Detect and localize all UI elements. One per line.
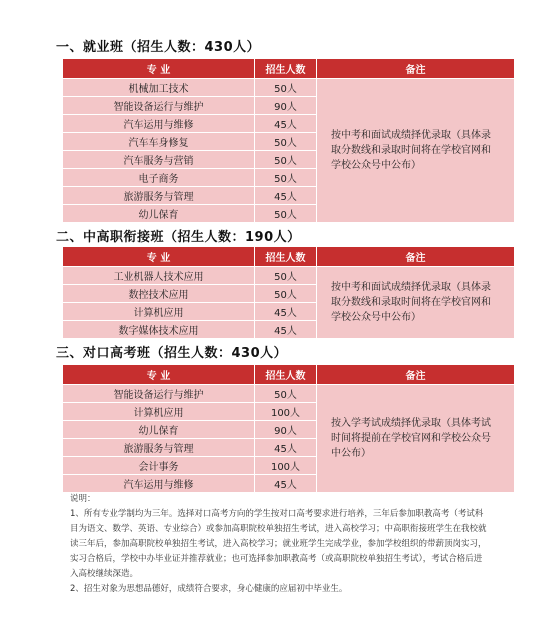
quota-cell: 45人 [255, 187, 317, 205]
notes-heading: 说明： [70, 494, 96, 504]
quota-cell: 90人 [255, 421, 317, 439]
major-cell: 机械加工技术 [63, 79, 255, 97]
quota-cell: 50人 [255, 133, 317, 151]
major-cell: 汽车运用与维修 [63, 115, 255, 133]
table-bridge [62, 246, 515, 339]
major-cell: 会计事务 [63, 457, 255, 475]
note-cell: 按入学考试成绩择优录取（具体考试时间将提前在学校官网和学校公众号中公布） [317, 385, 515, 493]
table-row [63, 267, 515, 285]
quota-cell: 45人 [255, 321, 317, 339]
header-quota: 招生人数 [255, 59, 317, 79]
quota-cell: 50人 [255, 151, 317, 169]
major-cell: 旅游服务与管理 [63, 439, 255, 457]
quota-cell: 50人 [255, 285, 317, 303]
table-header-row [63, 365, 515, 385]
major-cell: 计算机应用 [63, 303, 255, 321]
quota-cell: 100人 [255, 457, 317, 475]
major-cell: 旅游服务与管理 [63, 187, 255, 205]
table-header-row [63, 59, 515, 79]
major-cell: 汽车服务与营销 [63, 151, 255, 169]
quota-cell: 45人 [255, 303, 317, 321]
table-row [63, 385, 515, 403]
table-employment [62, 58, 515, 223]
major-cell: 数控技术应用 [63, 285, 255, 303]
quota-cell: 50人 [255, 385, 317, 403]
header-note: 备注 [317, 247, 515, 267]
quota-cell: 50人 [255, 169, 317, 187]
header-major: 专 业 [63, 247, 255, 267]
header-note: 备注 [317, 365, 515, 385]
header-major: 专 业 [63, 59, 255, 79]
major-cell: 幼儿保育 [63, 205, 255, 223]
table-row [63, 79, 515, 97]
quota-cell: 100人 [255, 403, 317, 421]
quota-cell: 45人 [255, 439, 317, 457]
quota-cell: 50人 [255, 79, 317, 97]
major-cell: 智能设备运行与维护 [63, 385, 255, 403]
major-cell: 幼儿保育 [63, 421, 255, 439]
section-title-employment: 一、就业班（招生人数：430人） [56, 40, 261, 55]
header-major: 专 业 [63, 365, 255, 385]
note-cell: 按中考和面试成绩择优录取（具体录取分数线和录取时间将在学校官网和学校公众号中公布） [317, 79, 515, 223]
notes-item-2: 2、招生对象为思想品德好，成绩符合要求，身心健康的应届初中毕业生。 [70, 584, 348, 594]
quota-cell: 50人 [255, 267, 317, 285]
notes-block [70, 492, 490, 597]
quota-cell: 90人 [255, 97, 317, 115]
quota-cell: 50人 [255, 205, 317, 223]
table-exam [62, 364, 515, 493]
major-cell: 汽车运用与维修 [63, 475, 255, 493]
section-title-exam: 三、对口高考班（招生人数：430人） [56, 346, 288, 361]
table-header-row [63, 247, 515, 267]
note-cell: 按中考和面试成绩择优录取（具体录取分数线和录取时间将在学校官网和学校公众号中公布） [317, 267, 515, 339]
quota-cell: 45人 [255, 115, 317, 133]
major-cell: 计算机应用 [63, 403, 255, 421]
major-cell: 数字媒体技术应用 [63, 321, 255, 339]
header-note: 备注 [317, 59, 515, 79]
header-quota: 招生人数 [255, 247, 317, 267]
header-quota: 招生人数 [255, 365, 317, 385]
notes-item-1: 1、所有专业学制均为三年。选择对口高考方向的学生按对口高考要求进行培养，三年后参加职教高考（考试科目为语文、数学、英语、专业综合）或参加高职院校单独招生考试，进入高校学习；中高职衔接班学生在我校就读三年后，参加高职院校单独招生考试，进入高校学习；就业班学生完成学业，参加学校组织的带薪顶岗实习，实习合格后，学校中办毕业证并推荐就业；也可选择参加职教高考（或高职院校单独招生考试），考试合格后进入高校继续深造。 [70, 509, 487, 579]
major-cell: 工业机器人技术应用 [63, 267, 255, 285]
section-title-bridge: 二、中高职衔接班（招生人数：190人） [56, 230, 301, 245]
quota-cell: 45人 [255, 475, 317, 493]
major-cell: 汽车车身修复 [63, 133, 255, 151]
major-cell: 电子商务 [63, 169, 255, 187]
major-cell: 智能设备运行与维护 [63, 97, 255, 115]
